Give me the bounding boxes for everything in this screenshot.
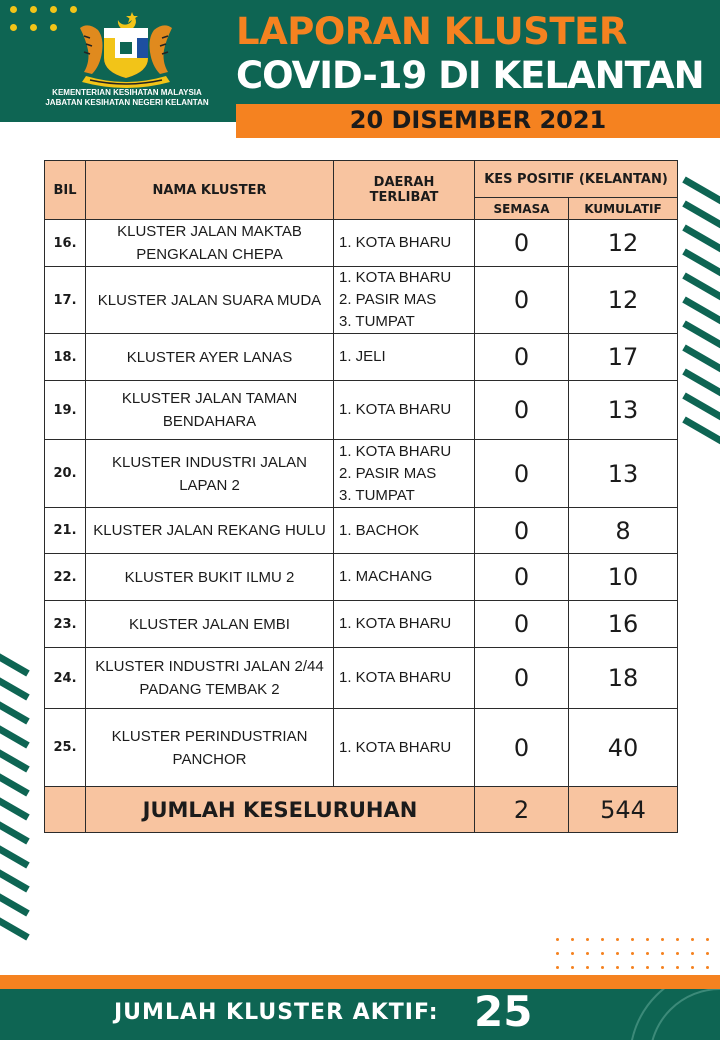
district-item: 1. KOTA BHARU — [339, 738, 452, 756]
cases-current: 0 — [475, 220, 569, 267]
cluster-table — [44, 160, 678, 833]
header-semasa: SEMASA — [475, 198, 569, 220]
header-nama-kluster: NAMA KLUSTER — [86, 161, 334, 220]
cases-current: 0 — [475, 601, 569, 648]
cases-current: 0 — [475, 648, 569, 709]
coat-of-arms-icon — [70, 8, 182, 90]
district-list — [334, 267, 475, 334]
district-item: 1. KOTA BHARU — [339, 615, 452, 632]
table-row — [45, 381, 678, 440]
decorative-dot — [601, 938, 604, 941]
decorative-dot — [631, 952, 634, 955]
total-cumulative: 544 — [569, 787, 678, 833]
total-label: JUMLAH KESELURUHAN — [86, 787, 475, 833]
row-number: 25. — [45, 709, 86, 787]
district-item: 1. KOTA BHARU — [339, 269, 452, 286]
cases-current: 0 — [475, 334, 569, 381]
cluster-name: KLUSTER BUKIT ILMU 2 — [86, 554, 334, 601]
decorative-dot — [556, 938, 559, 941]
decorative-dot — [571, 952, 574, 955]
table-row — [45, 601, 678, 648]
district-item: 1. BACHOK — [339, 521, 420, 539]
decorative-arcs — [600, 989, 720, 1040]
table-row — [45, 334, 678, 381]
decorative-dot — [586, 952, 589, 955]
cases-cumulative: 18 — [569, 648, 678, 709]
report-subtitle: COVID-19 DI KELANTAN — [236, 54, 704, 97]
row-number: 23. — [45, 601, 86, 648]
report-date: 20 DISEMBER 2021 — [349, 106, 607, 134]
table-row — [45, 220, 678, 267]
district-list — [334, 508, 475, 554]
row-number: 22. — [45, 554, 86, 601]
row-number: 19. — [45, 381, 86, 440]
district-item: 2. PASIR MAS — [339, 464, 437, 482]
cases-cumulative: 13 — [569, 440, 678, 508]
cluster-name: KLUSTER INDUSTRI JALAN 2/44 PADANG TEMBAK 2 — [86, 648, 334, 709]
table-row — [45, 267, 678, 334]
cases-cumulative: 8 — [569, 508, 678, 554]
table-row — [45, 709, 678, 787]
decorative-dot — [571, 938, 574, 941]
decorative-dot — [601, 952, 604, 955]
district-list — [334, 709, 475, 787]
decorative-dot — [616, 952, 619, 955]
cluster-name: KLUSTER AYER LANAS — [86, 334, 334, 381]
row-number: 20. — [45, 440, 86, 508]
decorative-dot — [691, 952, 694, 955]
row-number: 16. — [45, 220, 86, 267]
district-list — [334, 601, 475, 648]
cases-current: 0 — [475, 554, 569, 601]
table-row — [45, 440, 678, 508]
district-item: 1. JELI — [339, 348, 386, 365]
district-item: 3. TUMPAT — [339, 486, 415, 504]
district-list — [334, 648, 475, 709]
cluster-name: KLUSTER JALAN MAKTAB PENGKALAN CHEPA — [86, 220, 334, 267]
decorative-dot — [706, 952, 709, 955]
decorative-dot — [646, 952, 649, 955]
cluster-name: KLUSTER JALAN REKANG HULU — [86, 508, 334, 554]
active-cluster-label: JUMLAH KLUSTER AKTIF: — [114, 1000, 439, 1025]
decorative-dot — [676, 952, 679, 955]
district-item: 2. PASIR MAS — [339, 291, 437, 308]
decorative-dot — [631, 938, 634, 941]
district-list — [334, 334, 475, 381]
decorative-dot — [706, 966, 709, 969]
footer-banner — [0, 989, 720, 1040]
decorative-dot — [691, 966, 694, 969]
decorative-dot — [661, 938, 664, 941]
ministry-name: KEMENTERIAN KESIHATAN MALAYSIA JABATAN KESIHATAN NEGERI KELANTAN — [45, 88, 209, 107]
active-cluster-count: 25 — [474, 989, 533, 1036]
header-daerah-terlibat: DAERAH TERLIBAT — [334, 161, 475, 220]
decorative-dot — [616, 938, 619, 941]
total-row — [45, 787, 678, 833]
district-item: 1. KOTA BHARU — [339, 669, 452, 686]
decorative-dot — [691, 938, 694, 941]
report-title: LAPORAN KLUSTER — [236, 10, 627, 53]
decorative-dot — [556, 966, 559, 969]
cases-cumulative: 12 — [569, 220, 678, 267]
cases-current: 0 — [475, 508, 569, 554]
cases-current: 0 — [475, 440, 569, 508]
decorative-dot — [571, 966, 574, 969]
decorative-dot — [646, 966, 649, 969]
decorative-dot — [601, 966, 604, 969]
district-list — [334, 554, 475, 601]
total-current: 2 — [475, 787, 569, 833]
cluster-name: KLUSTER JALAN EMBI — [86, 601, 334, 648]
cases-current: 0 — [475, 381, 569, 440]
decorative-dot — [631, 966, 634, 969]
header-kes-positif: KES POSITIF (KELANTAN) — [475, 161, 678, 198]
district-list — [334, 220, 475, 267]
district-list — [334, 440, 475, 508]
cases-current: 0 — [475, 709, 569, 787]
row-number: 18. — [45, 334, 86, 381]
header-bil: BIL — [45, 161, 86, 220]
decorative-dot — [661, 952, 664, 955]
table-row — [45, 554, 678, 601]
total-blank-cell — [45, 787, 86, 833]
row-number: 21. — [45, 508, 86, 554]
district-item: 1. KOTA BHARU — [339, 234, 452, 251]
decorative-dot — [556, 952, 559, 955]
date-banner — [236, 104, 720, 138]
district-item: 3. TUMPAT — [339, 313, 415, 330]
cases-current: 0 — [475, 267, 569, 334]
district-item: 1. KOTA BHARU — [339, 401, 452, 418]
table-row — [45, 508, 678, 554]
cases-cumulative: 10 — [569, 554, 678, 601]
district-item: 1. KOTA BHARU — [339, 442, 452, 460]
cases-cumulative: 17 — [569, 334, 678, 381]
table-row — [45, 648, 678, 709]
row-number: 24. — [45, 648, 86, 709]
cases-cumulative: 16 — [569, 601, 678, 648]
cluster-name: KLUSTER JALAN SUARA MUDA — [86, 267, 334, 334]
decorative-dot — [616, 966, 619, 969]
decorative-dot — [676, 938, 679, 941]
row-number: 17. — [45, 267, 86, 334]
cluster-name: KLUSTER PERINDUSTRIAN PANCHOR — [86, 709, 334, 787]
district-item: 1. MACHANG — [339, 568, 433, 585]
cases-cumulative: 40 — [569, 709, 678, 787]
decorative-dot — [586, 966, 589, 969]
decorative-dot — [646, 938, 649, 941]
footer-accent-bar — [0, 975, 720, 989]
district-list — [334, 381, 475, 440]
header-kumulatif: KUMULATIF — [569, 198, 678, 220]
decorative-dot — [676, 966, 679, 969]
decorative-dot — [706, 938, 709, 941]
decorative-dot — [586, 938, 589, 941]
cluster-name: KLUSTER JALAN TAMAN BENDAHARA — [86, 381, 334, 440]
decorative-dot — [661, 966, 664, 969]
cluster-name: KLUSTER INDUSTRI JALAN LAPAN 2 — [86, 440, 334, 508]
cases-cumulative: 12 — [569, 267, 678, 334]
cases-cumulative: 13 — [569, 381, 678, 440]
